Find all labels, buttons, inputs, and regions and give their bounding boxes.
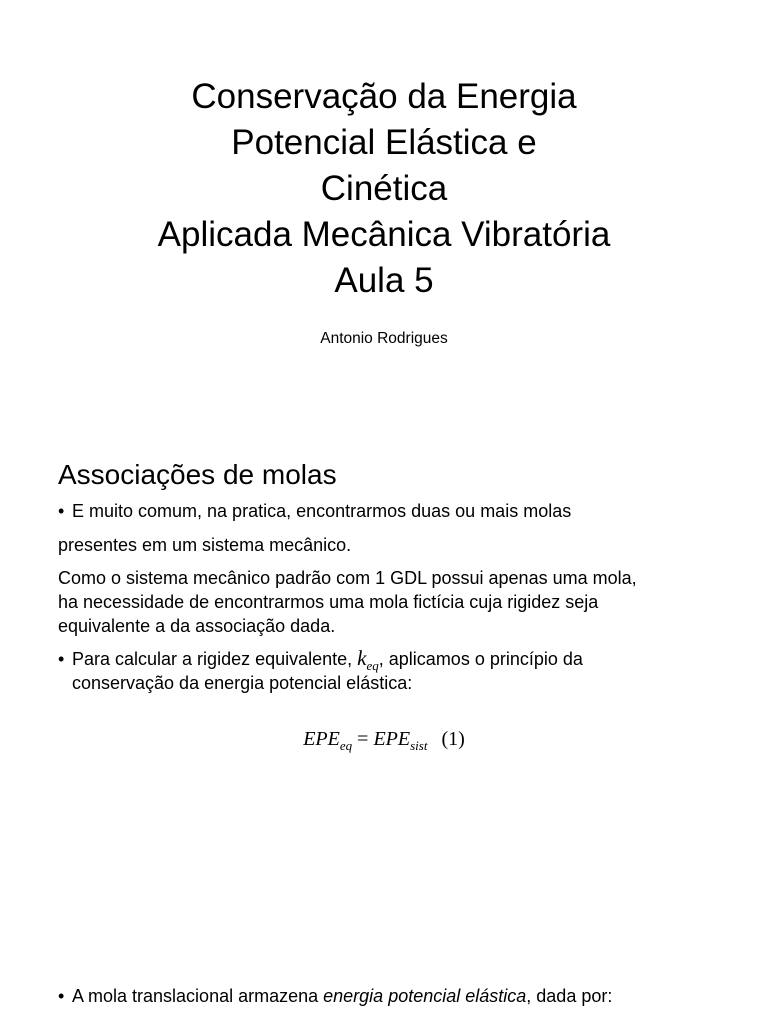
title-line-1: Conservação da Energia: [191, 77, 577, 116]
equation-operator: =: [357, 728, 369, 750]
bullet-1-text: E muito comum, na pratica, encontrarmos duas ou mais molas: [72, 501, 572, 521]
bullet-item-3: [58, 984, 612, 1008]
title-line-2: Potencial Elástica e: [231, 123, 537, 162]
slide-title: [0, 74, 768, 304]
keq-base: k: [357, 646, 367, 670]
bullet-2-continuation: conservação da energia potencial elástica:: [72, 673, 413, 693]
bullet-1-continuation: presentes em um sistema mecânico.: [58, 535, 352, 555]
author-name: Antonio Rodrigues: [320, 330, 448, 347]
keq-subscript: eq: [366, 658, 379, 673]
bullet-item-2: [58, 646, 583, 671]
equation-1: [0, 728, 768, 751]
equation-number: (1): [441, 728, 465, 750]
bullet-item-1: [58, 499, 571, 523]
bullet-marker: •: [58, 649, 65, 669]
equation-lhs: $EPE_{eq}$: [303, 728, 353, 753]
paragraph-line-2: ha necessidade de encontrarmos uma mola fictícia cuja rigidez seja: [58, 592, 599, 612]
keq-symbol: [357, 646, 379, 673]
paragraph-line-3: equivalente a da associação dada.: [58, 616, 336, 636]
bullet-marker: •: [58, 986, 65, 1006]
bullet-2-text-end: , aplicamos o princípio da: [378, 649, 583, 669]
bullet-3-text-start: A mola translacional armazena: [72, 986, 324, 1006]
bullet-3-emphasis: energia potencial elástica: [323, 986, 527, 1006]
title-line-4: Aplicada Mecânica Vibratória: [157, 215, 611, 254]
title-line-5: Aula 5: [334, 261, 434, 300]
bullet-3-text-end: , dada por:: [526, 986, 613, 1006]
title-line-3: Cinética: [320, 169, 448, 208]
section-heading: Associações de molas: [58, 459, 337, 490]
bullet-2-text-start: Para calcular a rigidez equivalente,: [72, 649, 358, 669]
equation-rhs: $EPE_{sist}$: [373, 728, 428, 753]
paragraph-line-1: Como o sistema mecânico padrão com 1 GDL possui apenas uma mola,: [58, 568, 637, 588]
bullet-marker: •: [58, 501, 65, 521]
